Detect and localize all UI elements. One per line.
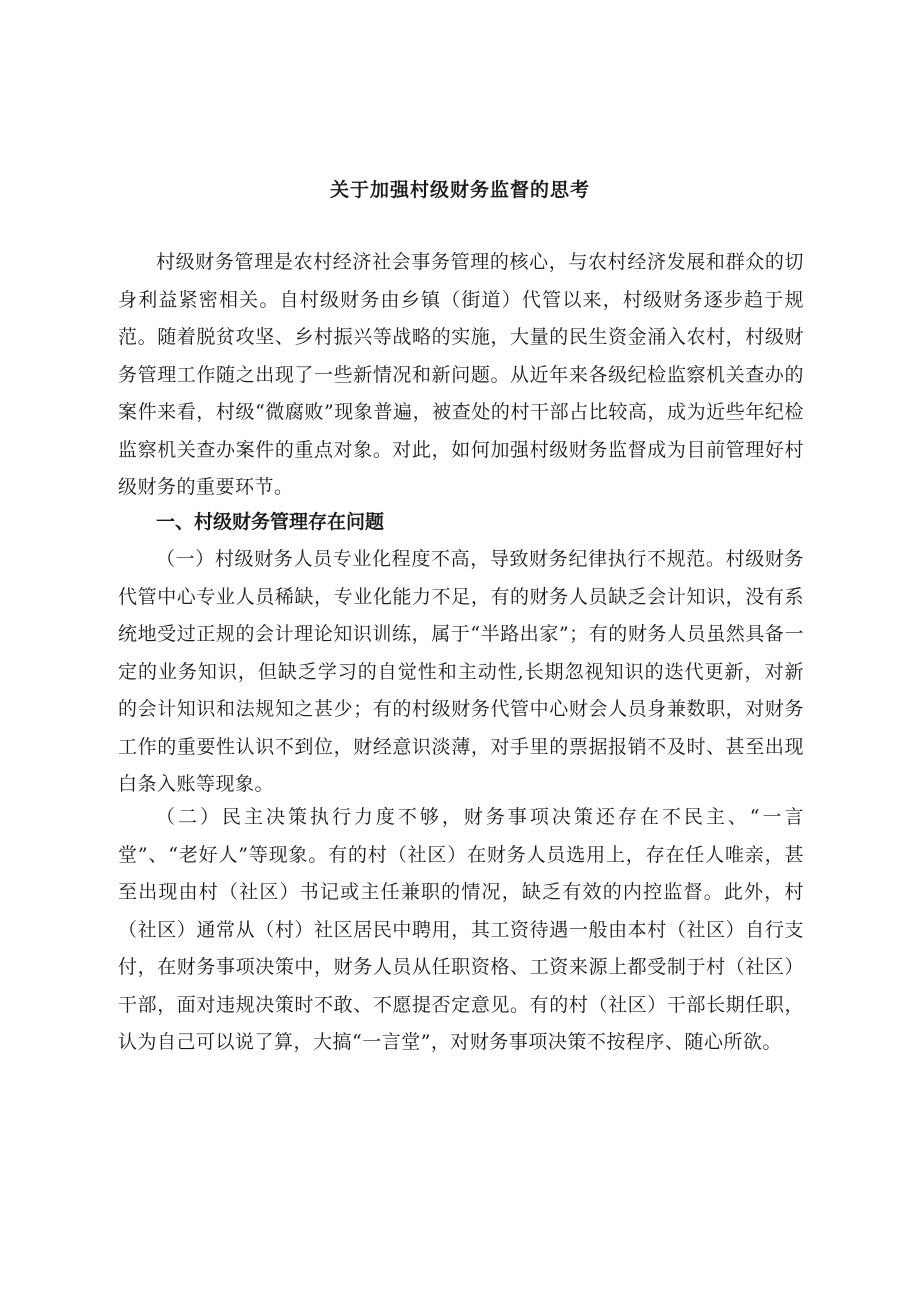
document-title: 关于加强村级财务监督的思考: [329, 179, 590, 201]
section-paragraph-1: （一）村级财务人员专业化程度不高，导致财务纪律执行不规范。村级财务代管中心专业人员稀缺，专业化能力不足，有的财务人员缺乏会计知识，没有系统地受过正规的会计理论知识训练，属于“半路出家”；有的财务人员虽然具备一定的业务知识，但缺乏学习的自觉性和主动性,长期忽视知识的迭代更新，对新的会计知识和法规知之甚少；有的村级财务代管中心财会人员身兼数职，对财务工作的重要性认识不到位，财经意识淡薄，对手里的票据报销不及时、甚至出现白条入账等现象。: [118, 548, 804, 795]
section-heading: 一、村级财务管理存在问题: [156, 511, 385, 533]
section-paragraph-2: （二）民主决策执行力度不够，财务事项决策还存在不民主、“一言堂”、“老好人”等现象。有的村（社区）在财务人员选用上，存在任人唯亲，甚至出现由村（社区）书记或主任兼职的情况，缺乏有效的内控监督。此外，村（社区）通常从（村）社区居民中聘用，其工资待遇一般由本村（社区）自行支付，在财务事项决策中，财务人员从任职资格、工资来源上都受制于村（社区）干部，面对违规决策时不敢、不愿提否定意见。有的村（社区）干部长期任职，认为自己可以说了算，大搞“一言堂”，对财务事项决策不按程序、随心所欲。: [118, 806, 804, 1053]
intro-paragraph: 村级财务管理是农村经济社会事务管理的核心，与农村经济发展和群众的切身利益紧密相关。自村级财务由乡镇（街道）代管以来，村级财务逐步趋于规范。随着脱贫攻坚、乡村振兴等战略的实施，大量的民生资金涌入农村，村级财务管理工作随之出现了一些新情况和新问题。从近年来各级纪检监察机关查办的案件来看，村级“微腐败”现象普遍，被查处的村干部占比较高，成为近些年纪检监察机关查办案件的重点对象。对此，如何加强村级财务监督成为目前管理好村级财务的重要环节。: [118, 251, 804, 498]
